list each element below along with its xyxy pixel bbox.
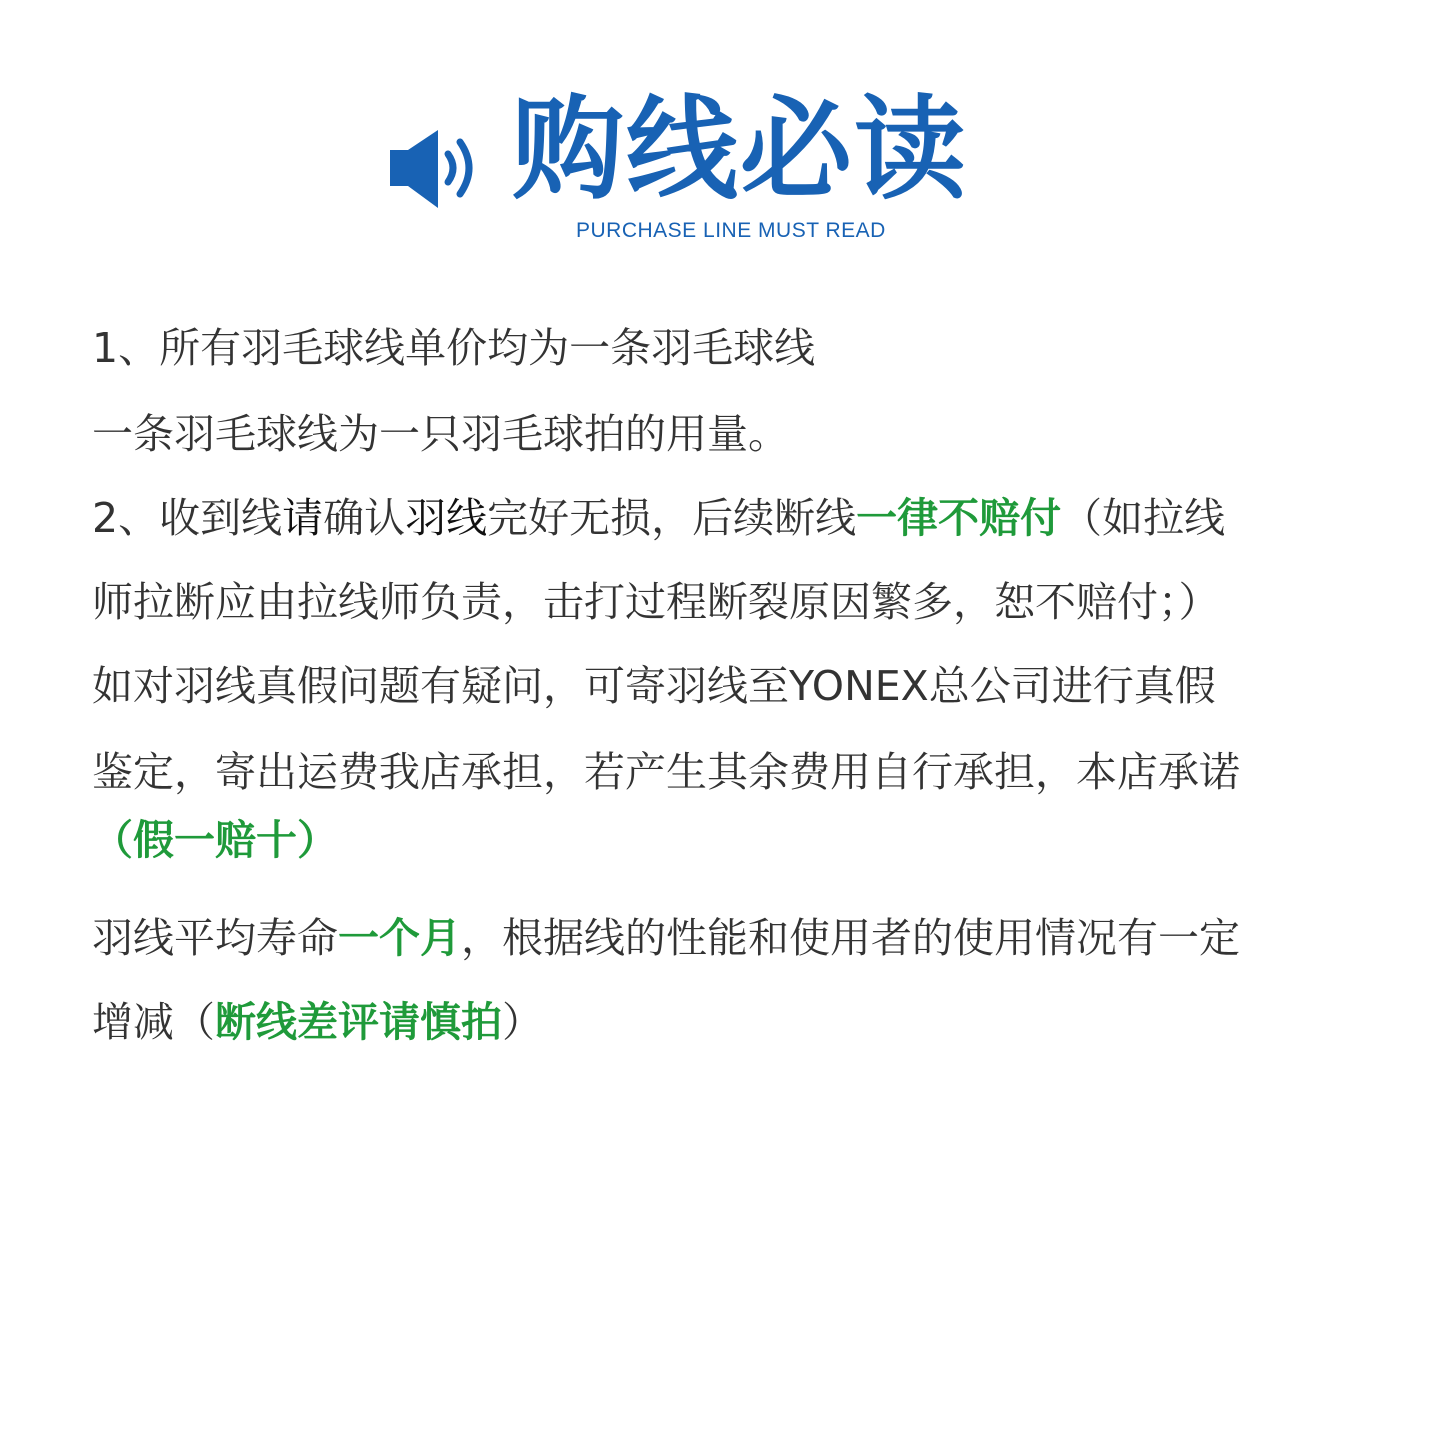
header	[380, 80, 1000, 260]
speaker-icon	[386, 120, 482, 220]
notice-text: 羽线	[405, 494, 488, 542]
notice-text: 完好无损，后续断线	[487, 494, 857, 542]
notice-text: 确认	[323, 494, 406, 542]
notice-text: 2、收到线	[92, 494, 283, 542]
page-title: 购线必读	[512, 85, 968, 215]
review-warning-highlight: 断线差评请慎拍	[215, 998, 502, 1046]
notice-line-9	[92, 992, 543, 1052]
notice-text: 羽线平均寿命	[92, 914, 338, 962]
fake-compensation-highlight: （假一赔十）	[92, 816, 338, 864]
notice-line-4: 师拉断应由拉线师负责，击打过程断裂原因繁多，恕不赔付；）	[92, 578, 1220, 626]
notice-line-8	[92, 908, 1240, 968]
notice-text: ，根据线的性能和使用者的使用情况有一定	[461, 914, 1240, 962]
notice-line-6: 鉴定，寄出运费我店承担，若产生其余费用自行承担，本店承诺	[92, 748, 1240, 796]
notice-line-7	[92, 810, 338, 870]
notice-text: （如拉线	[1061, 494, 1226, 542]
page-subtitle: PURCHASE LINE MUST READ	[576, 219, 886, 242]
notice-text: 请	[282, 494, 324, 542]
notice-line-3	[92, 488, 1225, 548]
notice-line-1: 1、所有羽毛球线单价均为一条羽毛球线	[92, 324, 816, 372]
notice-text: ）	[502, 998, 543, 1046]
notice-line-2: 一条羽毛球线为一只羽毛球拍的用量。	[92, 410, 789, 458]
lifespan-highlight: 一个月	[338, 914, 461, 962]
notice-line-5: 如对羽线真假问题有疑问，可寄羽线至YONEX总公司进行真假	[92, 662, 1216, 710]
notice-text: 增减（	[92, 998, 215, 1046]
no-compensation-highlight: 一律不赔付	[856, 494, 1062, 542]
